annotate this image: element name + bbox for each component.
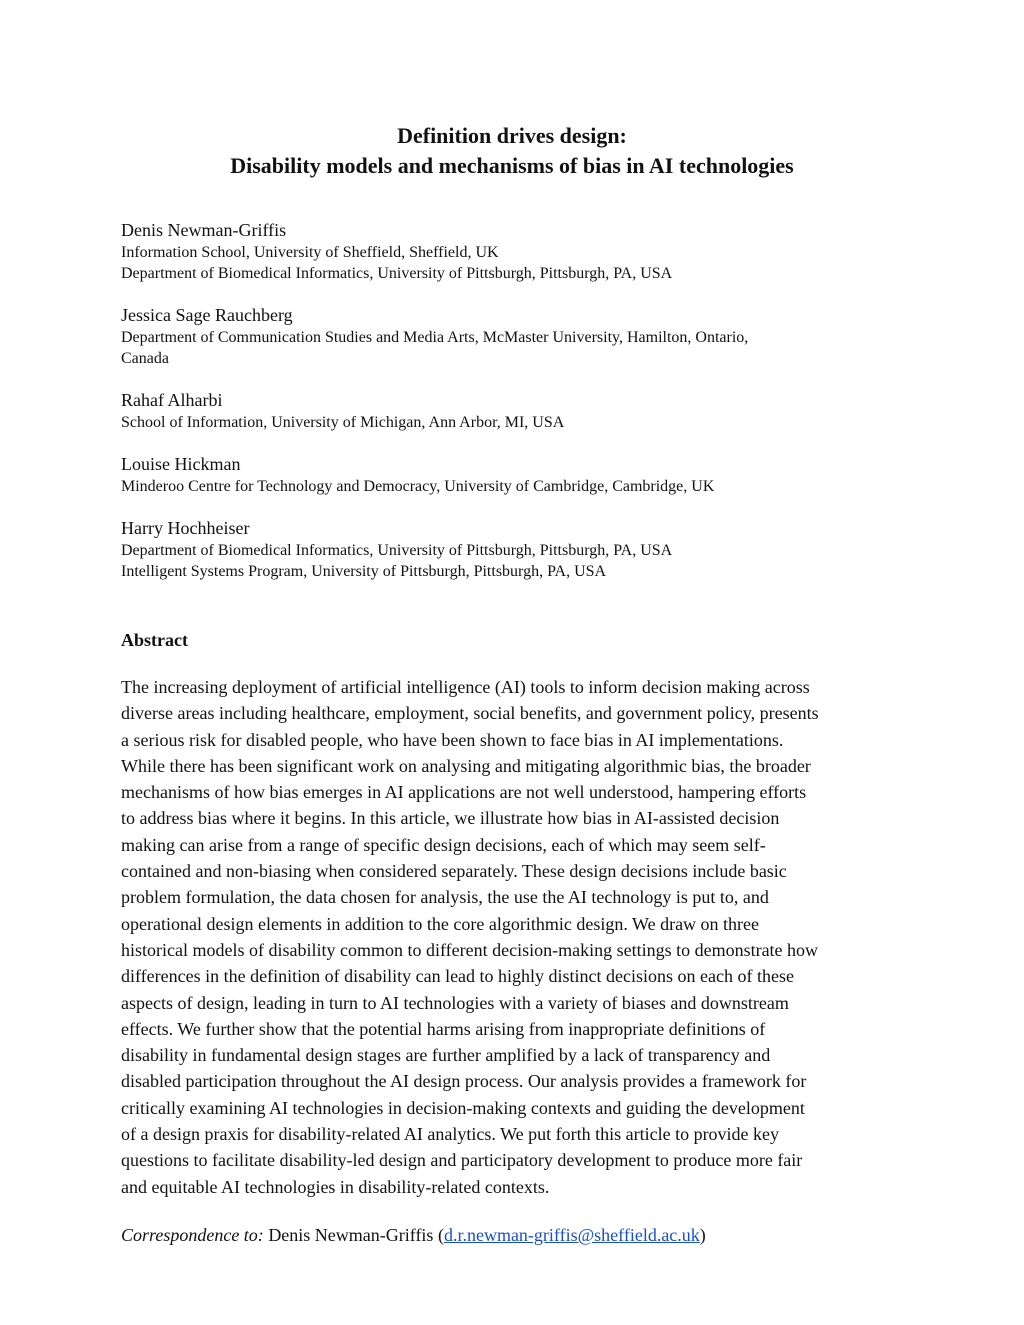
abstract-body [121, 674, 911, 1200]
paper-title [0, 121, 1024, 181]
abstract-line: disabled participation throughout the AI design process. Our analysis provides a framework for [121, 1071, 807, 1092]
title-line-2: Disability models and mechanisms of bias in AI technologies [230, 153, 794, 178]
abstract-line: mechanisms of how bias emerges in AI applications are not well understood, hampering efforts [121, 782, 807, 803]
author-block [121, 453, 901, 497]
abstract-line: aspects of design, leading in turn to AI technologies with a variety of biases and downstream [121, 992, 789, 1013]
author-affiliation: Department of Communication Studies and Media Arts, McMaster University, Hamilton, Ontario, [121, 329, 749, 346]
author-name: Jessica Sage Rauchberg [121, 305, 293, 325]
abstract-line: contained and non-biasing when considered separately. These design decisions include basic [121, 861, 787, 882]
author-name: Rahaf Alharbi [121, 390, 223, 410]
abstract-line: and equitable AI technologies in disability-related contexts. [121, 1176, 550, 1197]
abstract-line: historical models of disability common to different decision-making settings to demonstrate how [121, 939, 819, 960]
abstract-line: While there has been significant work on analysing and mitigating algorithmic bias, the broader [121, 755, 811, 776]
correspondence-label: Correspondence to: [121, 1225, 264, 1245]
author-affiliation: Canada [121, 350, 169, 367]
author-list [121, 219, 901, 582]
author-name: Louise Hickman [121, 454, 241, 474]
abstract-line: effects. We further show that the potential harms arising from inappropriate definitions of [121, 1018, 766, 1039]
correspondence-note [121, 1223, 706, 1247]
abstract-line: The increasing deployment of artificial intelligence (AI) tools to inform decision making across [121, 677, 810, 697]
abstract-line: critically examining AI technologies in decision-making contexts and guiding the development [121, 1097, 805, 1118]
abstract-line: problem formulation, the data chosen for analysis, the use the AI technology is put to, and [121, 887, 769, 908]
correspondence-name: Denis Newman-Griffis [268, 1225, 434, 1245]
abstract-line: operational design elements in addition to the core algorithmic design. We draw on three [121, 913, 760, 934]
author-affiliation: Department of Biomedical Informatics, University of Pittsburgh, Pittsburgh, PA, USA [121, 265, 673, 282]
abstract-line: diverse areas including healthcare, employment, social benefits, and government policy, presents [121, 703, 819, 724]
author-affiliation: Department of Biomedical Informatics, University of Pittsburgh, Pittsburgh, PA, USA [121, 542, 673, 559]
correspondence-email-link[interactable]: d.r.newman-griffis@sheffield.ac.uk [443, 1225, 700, 1245]
author-affiliation: Intelligent Systems Program, University of Pittsburgh, Pittsburgh, PA, USA [121, 563, 607, 580]
abstract-heading: Abstract [121, 630, 188, 650]
author-block [121, 304, 901, 369]
author-name: Denis Newman-Griffis [121, 220, 287, 240]
author-block [121, 219, 901, 284]
author-name: Harry Hochheiser [121, 518, 250, 538]
abstract-line: of a design praxis for disability-related AI analytics. We put forth this article to provide key [121, 1124, 780, 1145]
abstract-line: making can arise from a range of specific design decisions, each of which may seem self- [121, 834, 766, 855]
correspondence-close-paren: ) [699, 1225, 706, 1245]
author-affiliation: School of Information, University of Michigan, Ann Arbor, MI, USA [121, 414, 565, 431]
abstract-line: differences in the definition of disability can lead to highly distinct decisions on each of these [121, 966, 794, 987]
author-affiliation: Information School, University of Sheffield, Sheffield, UK [121, 244, 499, 261]
author-block [121, 389, 901, 433]
abstract-line: a serious risk for disabled people, who have been shown to face bias in AI implementations. [121, 729, 784, 750]
abstract-line: disability in fundamental design stages are further amplified by a lack of transparency and [121, 1045, 771, 1066]
author-block [121, 517, 901, 582]
correspondence-open-paren: ( [437, 1225, 444, 1245]
abstract-line: to address bias where it begins. In this article, we illustrate how bias in AI-assisted decision [121, 808, 780, 829]
title-line-1: Definition drives design: [397, 123, 627, 148]
abstract-line: questions to facilitate disability-led design and participatory development to produce more fair [121, 1150, 803, 1171]
author-affiliation: Minderoo Centre for Technology and Democracy, University of Cambridge, Cambridge, UK [121, 478, 715, 495]
